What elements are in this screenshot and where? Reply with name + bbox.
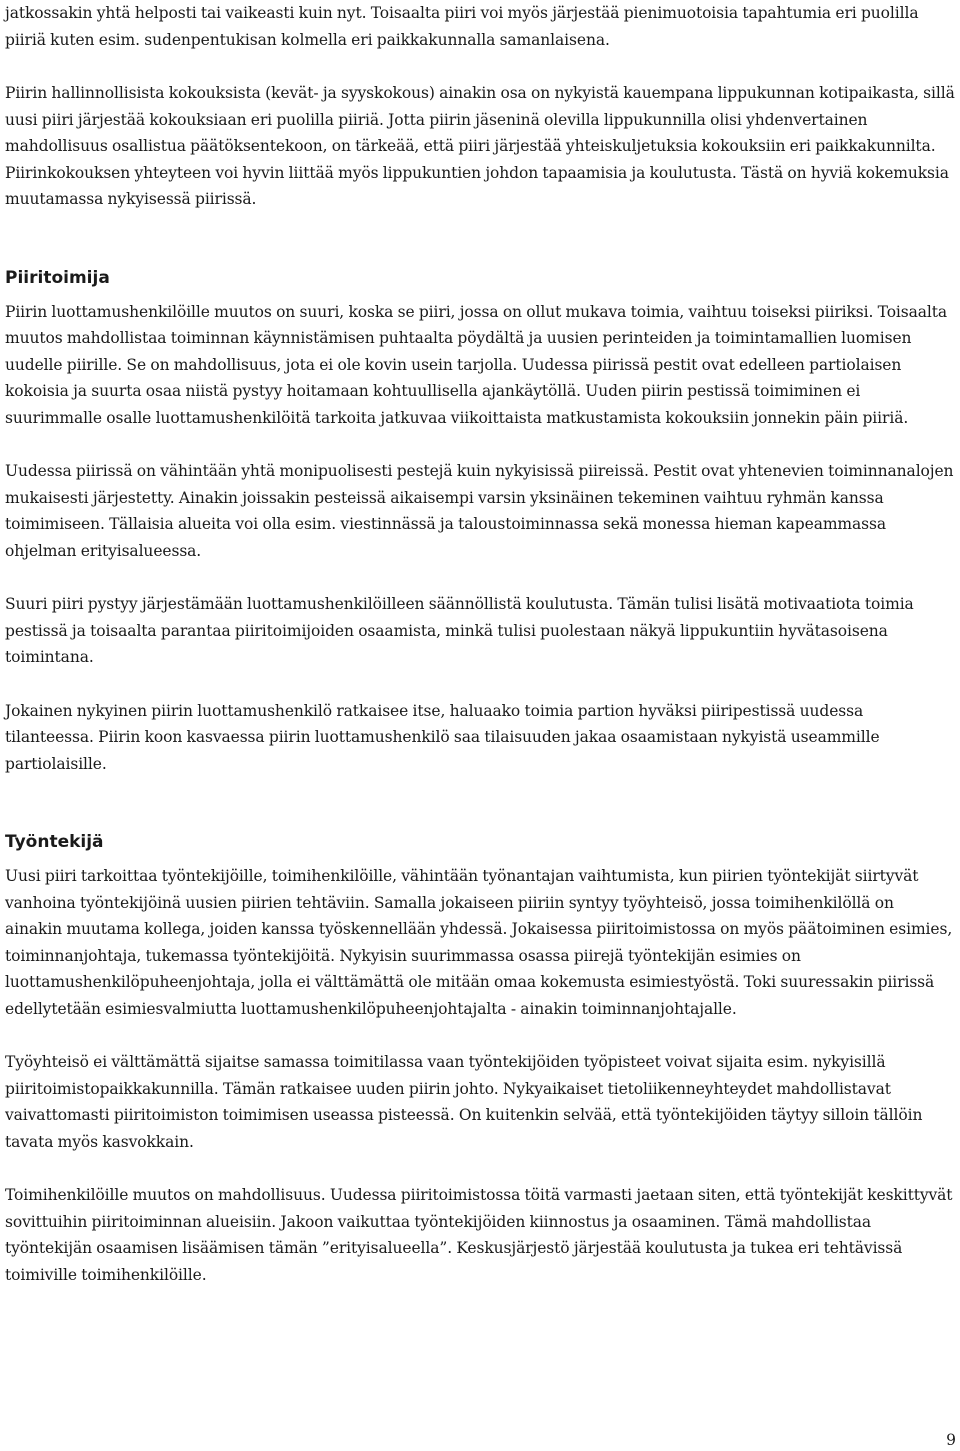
section-heading-piiritoimija: Piiritoimija xyxy=(5,267,110,288)
body-paragraph: Uusi piiri tarkoittaa työntekijöille, toimihenkilöille, vähintään työnantajan vaihtumista, kun piirien työntekijät siirtyvät vanhoina työntekijöinä uusien piirien tehtäviin. Samalla jokaiseen piiriin syntyy työyhteisö, jossa toimihenkilöllä on ainakin muutama kollega, joiden kanssa työskennellään yhdessä. Jokaisessa piiritoimistossa on myös päätoiminen esimies, toiminnanjohtaja, tukemassa työntekijöitä. Nykyisin suurimmassa osassa piirejä työntekijän esimies on luottamushenkilöpuheenjohtaja, jolla ei välttämättä ole mitään omaa kokemusta esimiestyöstä. Toki suuressakin piirissä edellytetään esimiesvalmiutta luottamushenkilöpuheenjohtajalta - ainakin toiminnanjohtajalle. xyxy=(5,867,953,1018)
body-paragraph: jatkossakin yhtä helposti tai vaikeasti kuin nyt. Toisaalta piiri voi myös järjestää pienimuotoisia tapahtumia eri puolilla piiriä kuten esim. sudenpentukisan kolmella eri paikkakunnalla samanlaisena. xyxy=(5,4,919,49)
body-paragraph: Työyhteisö ei välttämättä sijaitse samassa toimitilassa vaan työntekijöiden työpisteet voivat sijaita esim. nykyisillä piiritoimistopaikkakunnilla. Tämän ratkaisee uuden piirin johto. Nykyaikaiset tietoliikenneyhteydet mahdollistavat vaivattomasti piiritoimiston toimimisen useassa pisteessä. On kuitenkin selvää, että työntekijöiden täytyy silloin tällöin tavata myös kasvokkain. xyxy=(5,1053,923,1151)
body-paragraph: Uudessa piirissä on vähintään yhtä monipuolisesti pestejä kuin nykyisissä piireissä. Pestit ovat yhtenevien toiminnanalojen mukaisesti järjestetty. Ainakin joissakin pesteissä aikaisempi varsin yksinäinen tekeminen vaihtuu ryhmän kanssa toimimiseen. Tällaisia alueita voi olla esim. viestinnässä ja taloustoiminnassa sekä monessa hieman kapeammassa ohjelman erityisalueessa. xyxy=(5,462,954,560)
document-page xyxy=(5,0,955,1288)
body-paragraph: Piirin hallinnollisista kokouksista (kevät- ja syyskokous) ainakin osa on nykyistä kauempana lippukunnan kotipaikasta, sillä uusi piiri järjestää kokouksiaan eri puolilla piiriä. Jotta piirin jäseninä olevilla lippukunnilla olisi yhdenvertainen mahdollisuus osallistua päätöksentekoon, on tärkeää, että piiri järjestää yhteiskuljetuksia kokouksiin eri paikkakunnilta. Piirinkokouksen yhteyteen voi hyvin liittää myös lippukuntien johdon tapaamisia ja koulutusta. Tästä on hyviä kokemuksia muutamassa nykyisessä piirissä. xyxy=(5,84,955,208)
page-number: 9 xyxy=(946,1431,956,1449)
body-paragraph: Piirin luottamushenkilöille muutos on suuri, koska se piiri, jossa on ollut mukava toimia, vaihtuu toiseksi piiriksi. Toisaalta muutos mahdollistaa toiminnan käynnistämisen puhtaalta pöydältä ja uusien perinteiden ja toimintamallien luomisen uudelle piirille. Se on mahdollisuus, jota ei ole kovin usein tarjolla. Uudessa piirissä pestit ovat edelleen partiolaisen kokoisia ja suurta osaa niistä pystyy hoitamaan kohtuullisella ajankäytöllä. Uuden piirin pestissä toimiminen ei suurimmalle osalle luottamushenkilöitä tarkoita jatkuvaa viikoittaista matkustamista kokouksiin jonnekin päin piiriä. xyxy=(5,302,948,427)
body-paragraph: Toimihenkilöille muutos on mahdollisuus. Uudessa piiritoimistossa töitä varmasti jaetaan siten, että työntekijät keskittyvät sovittuihin piiritoiminnan alueisiin. Jakoon vaikuttaa työntekijöiden kiinnostus ja osaaminen. Tämä mahdollistaa työntekijän osaamisen lisäämisen tämän ”erityisalueella”. Keskusjärjestö järjestää koulutusta ja tukea eri tehtävissä toimiville toimihenkilöille. xyxy=(5,1186,953,1284)
section-heading-tyontekija: Työntekijä xyxy=(5,832,104,852)
body-paragraph: Suuri piiri pystyy järjestämään luottamushenkilöilleen säännöllistä koulutusta. Tämän tulisi lisätä motivaatiota toimia pestissä ja toisaalta parantaa piiritoimijoiden osaamista, minkä tulisi puolestaan näkyä lippukuntiin hyvätasoisena toimintana. xyxy=(5,595,914,666)
body-paragraph: Jokainen nykyinen piirin luottamushenkilö ratkaisee itse, haluaako toimia partion hyväksi piiripestissä uudessa tilanteessa. Piirin koon kasvaessa piirin luottamushenkilö saa tilaisuuden jakaa osaamistaan nykyistä useammille partiolaisille. xyxy=(5,701,880,773)
